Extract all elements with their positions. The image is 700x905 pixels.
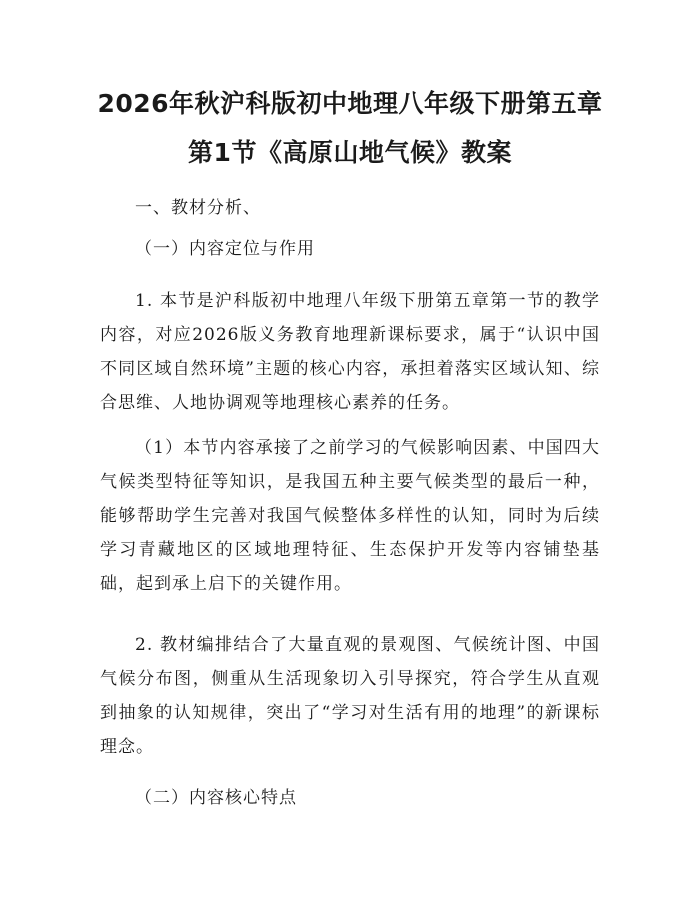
paragraph-textbook-arrangement: 2. 教材编排结合了大量直观的景观图、气候统计图、中国气候分布图，侧重从生活现象切入引导探究，符合学生从直观到抽象的认知规律，突出了“学习对生活有用的地理”的新课标理念。 (100, 635, 600, 757)
subsection-heading-content-positioning: （一）内容定位与作用 (135, 239, 315, 259)
paragraph-connection-role: （1）本节内容承接了之前学习的气候影响因素、中国四大气候类型特征等知识，是我国五种主要气候类型的最后一种，能够帮助学生完善对我国气候整体多样性的认知，同时为后续学习青藏地区的区域地理特征、生态保护开发等内容铺垫基础，起到承上启下的关键作用。 (100, 438, 600, 594)
paragraph-lesson-overview: 1. 本节是沪科版初中地理八年级下册第五章第一节的教学内容，对应2026版义务教育地理新课标要求，属于“认识中国不同区域自然环境”主题的核心内容，承担着落实区域认知、综合思维、人地协调观等地理核心素养的任务。 (100, 291, 600, 413)
section-heading-teaching-material-analysis: 一、教材分析、 (135, 198, 261, 218)
subsection-heading-core-features: （二）内容核心特点 (135, 788, 297, 808)
document-title-line-2: 第1节《高原山地气候》教案 (188, 138, 512, 167)
document-title-line-1: 2026年秋沪科版初中地理八年级下册第五章 (97, 89, 603, 118)
